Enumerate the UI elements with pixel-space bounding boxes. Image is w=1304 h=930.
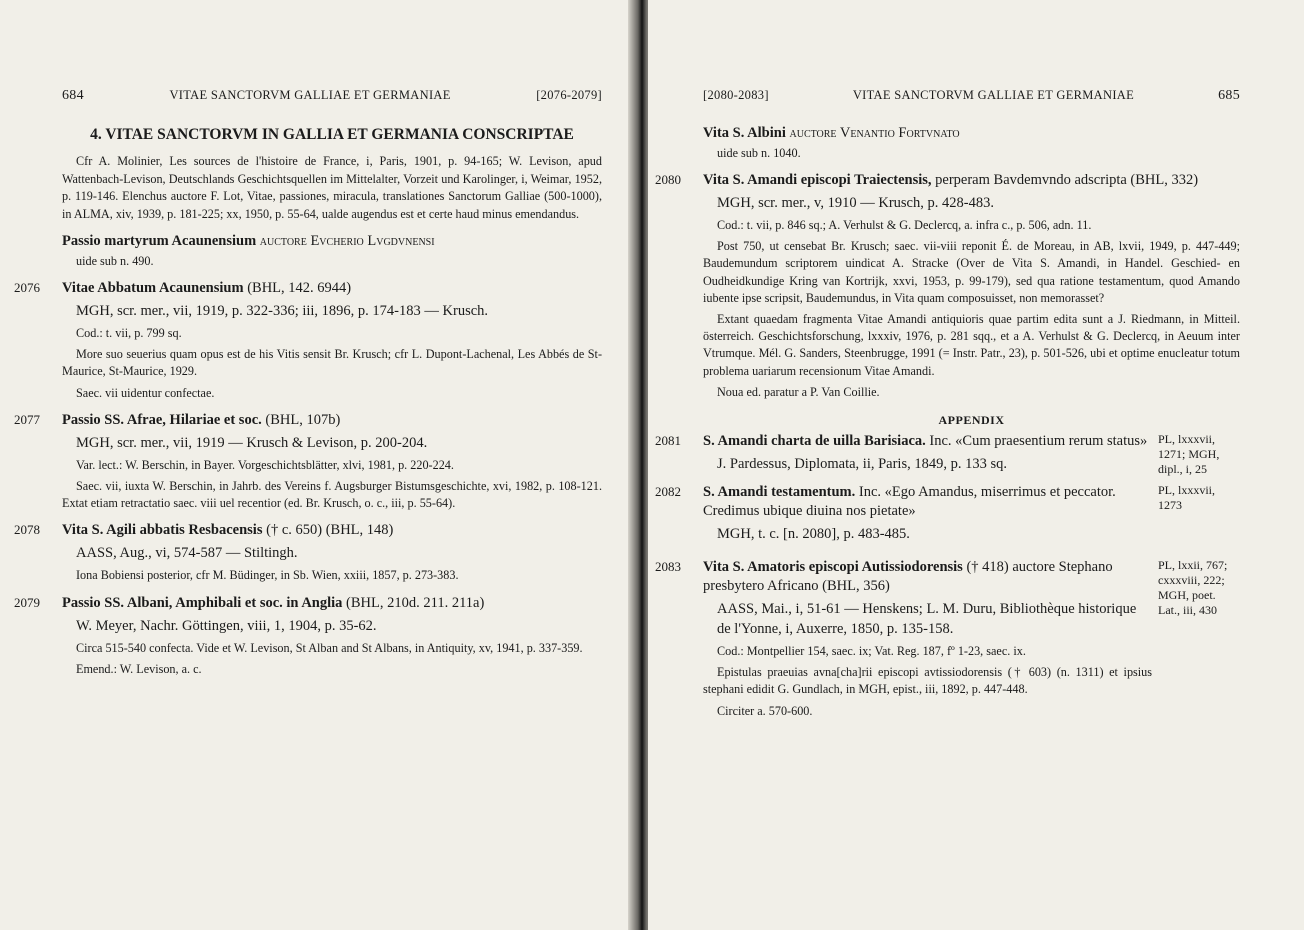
entry-codices: Cod.: t. vii, p. 799 sq. (76, 326, 182, 340)
entry-edition: MGH, scr. mer., vii, 1919 — Krusch & Levison, p. 200-204. (76, 434, 428, 451)
entry-2078 (14, 521, 602, 584)
entry-incipit: Inc. «Ego Amandus, miserrimus et peccator. Credimus ubique diuina nos pietate» (703, 484, 1116, 520)
entry-note: Iona Bobiensi posterior, cfr M. Büdinger, in Sb. Wien, xxiii, 1857, p. 273-383. (76, 568, 459, 583)
entry-bhl: (BHL, 142. 6944) (247, 280, 352, 296)
entry-2077 (14, 411, 602, 513)
running-head (703, 88, 1240, 104)
entry-2079 (14, 594, 602, 678)
entry-variae-lectiones: Var. lect.: W. Berschin, in Bayer. Vorgeschichtsblätter, xlvi, 1981, p. 220-224. (76, 457, 454, 472)
entry-number: 2082 (655, 484, 681, 500)
entry-crossref: uide sub n. 490. (76, 254, 154, 268)
entry-title: Passio SS. Afrae, Hilariae et soc. (62, 411, 262, 428)
entry-title: Vita S. Amatoris episcopi Autissiodorensis (703, 559, 963, 576)
entry-note: Saec. vii, iuxta W. Berschin, in Jahrb. des Vereins f. Augsburger Bistumsgeschichte, xvi, 1982, p. 108-121. Extat etiam retractatio saec. viii uel recentior (ed. Br. Krusch, o. c., iii, p. 55-64). (62, 479, 602, 511)
entry-2083 (655, 558, 1240, 720)
entry-incipit: Inc. «Cum praesentium rerum status» (929, 433, 1148, 450)
running-title: VITAE SANCTORVM GALLIAE ET GERMANIAE (852, 88, 1135, 102)
entry-crossref: uide sub n. 1040. (717, 146, 801, 160)
running-head (62, 88, 602, 104)
entry-bhl: (BHL, 107b) (265, 411, 341, 428)
entry-number: 2079 (14, 594, 40, 610)
right-page (648, 0, 1304, 930)
entry-fragments-note: Extant quaedam fragmenta Vitae Amandi antiquioris quae partim edita sunt a J. Riedmann, in Mitteil. österreich. Geschichtsforschung, lxxxiv, 1976, p. 281 sqq., et a A. Verhulst & G. Declercq, in Aeuum inter Vtrumque. Mél. G. Sanders, Steenbrugge, 1991 (= Instr. Patr., 23), p. 501-526, ubi et optime enucleatur totum problema uariarum recensionum Vitae Amandi. (703, 312, 1240, 378)
margin-reference: PL, lxxii, 767; cxxxviii, 222; MGH, poet. Lat., iii, 430 (1158, 558, 1228, 618)
entry-title: Passio martyrum Acaunensium (62, 233, 257, 249)
entry-auctor: († 418) auctore Stephano presbytero Africano (BHL, 356) (703, 559, 1113, 595)
entry-number: 2080 (655, 172, 681, 187)
entry-auctor: auctore Venantio Fortvnato (789, 125, 960, 141)
entry-title: Vita S. Albini (703, 125, 786, 141)
margin-reference: PL, lxxxvii, 1273 (1158, 483, 1216, 513)
entry-2080 (655, 171, 1240, 401)
entry-new-edition: Noua ed. paratur a P. Van Coillie. (717, 384, 880, 399)
entry-range: [2080-2083] (703, 88, 769, 102)
entry-date-note: Saec. vii uidentur confectae. (76, 385, 215, 400)
entry-note: Circa 515-540 confecta. Vide et W. Levison, St Alban and St Albans, in Antiquity, xv, 1941, p. 337-359. (76, 640, 583, 655)
entry-vita-albini (703, 124, 1240, 162)
entry-title: Vitae Abbatum Acaunensium (62, 280, 244, 296)
entry-number: 2076 (14, 280, 40, 295)
entry-edition: MGH, scr. mer., v, 1910 — Krusch, p. 428-483. (717, 195, 994, 211)
entry-edition: W. Meyer, Nachr. Göttingen, viii, 1, 1904, p. 35-62. (76, 617, 377, 634)
entry-edition: MGH, scr. mer., vii, 1919, p. 322-336; iii, 1896, p. 174-183 — Krusch. (76, 303, 489, 319)
entry-number: 2083 (655, 559, 681, 575)
entry-date-note: Circiter a. 570-600. (717, 703, 813, 718)
entry-ascription: perperam Bavdemvndo adscripta (BHL, 332) (935, 172, 1199, 188)
entry-title: Passio SS. Albani, Amphibali et soc. in Anglia (62, 594, 343, 611)
page-number: 685 (1218, 88, 1240, 103)
entry-codices: Cod.: t. vii, p. 846 sq.; A. Verhulst & G. Declercq, a. infra c., p. 506, adn. 11. (717, 218, 1092, 232)
entry-note: Epistulas praeuias avna[cha]rii episcopi avtissiodorensis († 603) (n. 1311) et ipsius stephani edidit G. Gundlach, in MGH, epist., iii, 1892, p. 447-448. (703, 665, 1152, 697)
entry-title: Vita S. Agili abbatis Resbacensis (62, 522, 263, 539)
entry-edition: AASS, Aug., vi, 574-587 — Stiltingh. (76, 545, 298, 562)
entry-number: 2077 (14, 411, 40, 427)
section-title: 4. VITAE SANCTORVM IN GALLIA ET GERMANIA CONSCRIPTAE (90, 126, 574, 143)
left-page (0, 0, 640, 930)
entry-auctor: auctore Evcherio Lvgdvnensi (259, 233, 435, 249)
entry-edition: AASS, Mai., i, 51-61 — Henskens; L. M. Duru, Bibliothèque historique de l'Yonne, i, Auxerre, 1850, p. 135-158. (717, 601, 1137, 638)
entry-passio-acaunensium (62, 232, 602, 270)
entry-bhl: († c. 650) (BHL, 148) (266, 522, 394, 539)
entry-2076 (14, 279, 602, 402)
entry-emendation: Emend.: W. Levison, a. c. (76, 661, 202, 676)
entry-note: More suo seuerius quam opus est de his Vitis sensit Br. Krusch; cfr L. Dupont-Lachenal, Les Abbés de St-Maurice, St-Maurice, 1929. (62, 347, 602, 379)
appendix-heading: APPENDIX (938, 413, 1005, 428)
intro-paragraph: Cfr A. Molinier, Les sources de l'histoire de France, i, Paris, 1901, p. 94-165; W. Levison, apud Wattenbach-Levison, Deutschlands Geschichtsquellen im Mittelalter, Vorzeit und Karolinger, i, Weimar, 1952, p. 119-146. Elenchus auctore F. Lot, Vitae, passiones, miracula, translationes Sanctorum Galliae (500-1000), in ALMA, xiv, 1939, p. 181-225; xx, 1950, p. 55-64, ualde augendus est et certe haud minus emendandus. (62, 154, 602, 221)
entry-title: S. Amandi testamentum. (703, 484, 856, 501)
entry-title: S. Amandi charta de uilla Barisiaca. (703, 433, 926, 450)
entry-codices: Cod.: Montpellier 154, saec. ix; Vat. Reg. 187, fº 1-23, saec. ix. (717, 644, 1026, 659)
entry-title: Vita S. Amandi episcopi Traiectensis, (703, 172, 932, 188)
entry-2081 (655, 432, 1240, 477)
entry-edition: MGH, t. c. [n. 2080], p. 483-485. (717, 526, 910, 543)
entry-edition: J. Pardessus, Diplomata, ii, Paris, 1849, p. 133 sq. (717, 456, 1007, 473)
entry-number: 2081 (655, 433, 681, 449)
entry-range: [2076-2079] (536, 88, 602, 102)
entry-number: 2078 (14, 522, 40, 538)
entry-note: Post 750, ut censebat Br. Krusch; saec. vii-viii reponit É. de Moreau, in AB, lxvii, 1949, p. 447-449; Baudemundum scriptorem uindicat A. Stracke (Over de Vita S. Amandi, in Handel. Geschied- en Oudheidkundige Kring van Kortrijk, xxvi, 1953, p. 99-179), sed qua ratione testamentum, quod Amando iubente ipse scripsit, Baudemundus, in Vita quam composuisset, non memorasset? (703, 239, 1240, 305)
entry-2082 (655, 483, 1240, 544)
page-number: 684 (62, 88, 84, 103)
entry-bhl: (BHL, 210d. 211. 211a) (346, 594, 485, 611)
margin-reference: PL, lxxxvii, 1271; MGH, dipl., i, 25 (1158, 432, 1220, 477)
running-title: VITAE SANCTORVM GALLIAE ET GERMANIAE (169, 88, 451, 102)
